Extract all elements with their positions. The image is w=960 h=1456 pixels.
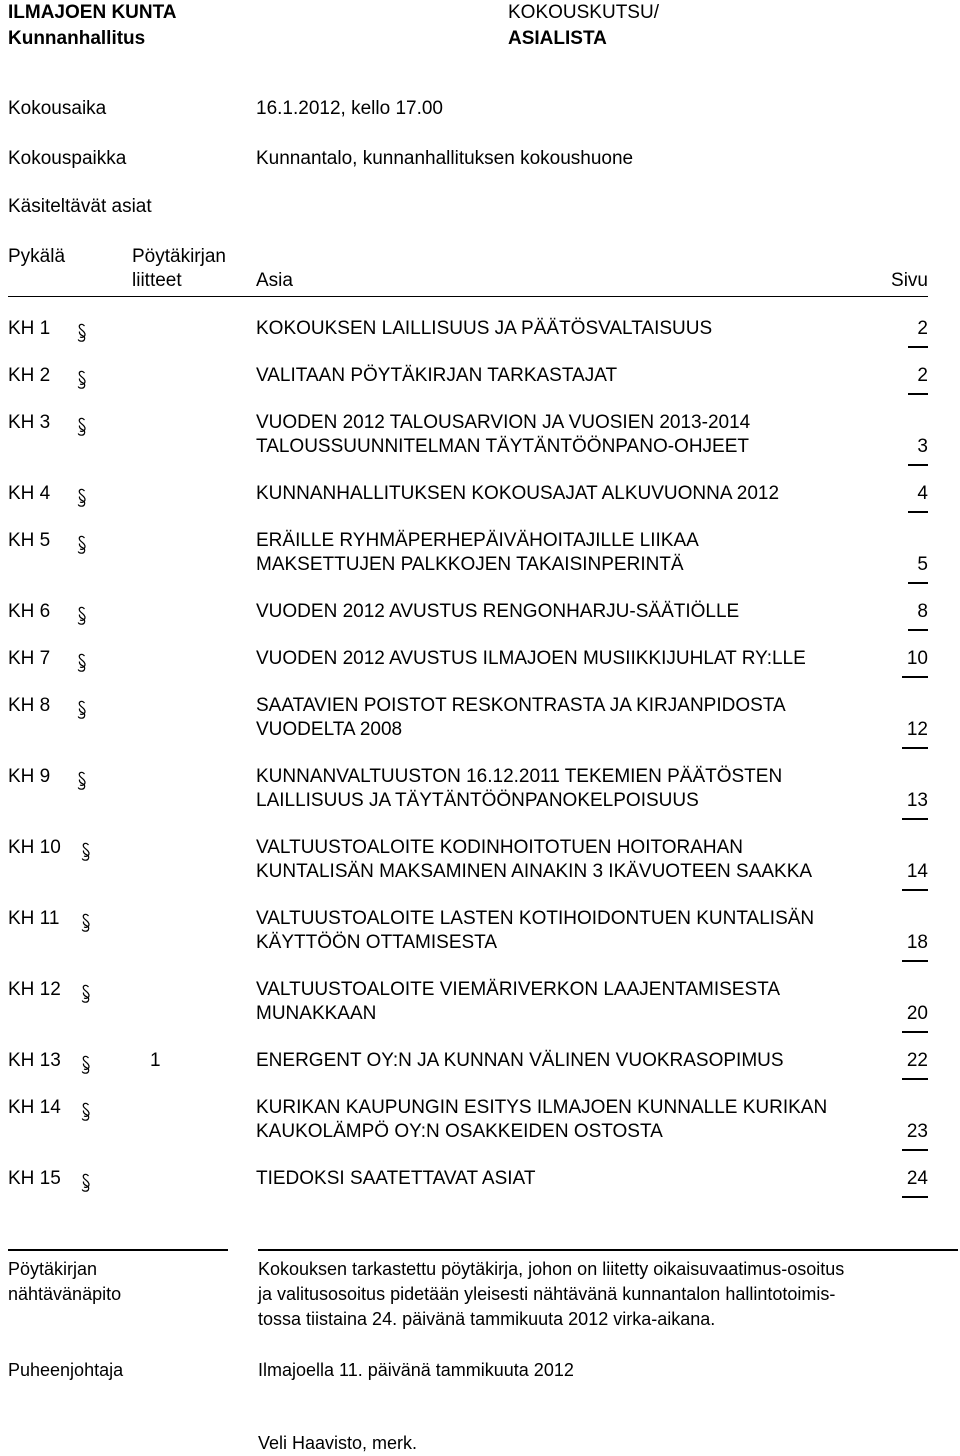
matter-title-line: VUODEN 2012 TALOUSARVION JA VUOSIEN 2013-2014 [256, 412, 751, 433]
section-number: KH 12 [8, 979, 61, 1000]
matter-title-line: MAKSETTUJEN PALKKOJEN TAKAISINPERINTÄ [256, 554, 684, 575]
display-text-line-3: tossa tiistaina 24. päivänä tammikuuta 2012 virka-aikana. [258, 1309, 716, 1329]
matter-title-line: MUNAKKAAN [256, 1003, 377, 1024]
page-number: 2 [917, 318, 928, 339]
section-number: KH 13 [8, 1050, 61, 1071]
agenda-item [0, 601, 960, 625]
matter-title-line: VUODEN 2012 AVUSTUS RENGONHARJU-SÄÄTIÖLLE [256, 601, 740, 622]
agenda-item [0, 318, 960, 342]
column-header-page: Sivu [891, 270, 928, 291]
column-header-attachments: Pöytäkirjan [132, 246, 226, 267]
matter-title-line: KOKOUKSEN LAILLISUUS JA PÄÄTÖSVALTAISUUS [256, 318, 713, 339]
matter-title-line: SAATAVIEN POISTOT RESKONTRASTA JA KIRJANPIDOSTA [256, 695, 786, 716]
body-name: Kunnanhallitus [8, 28, 146, 49]
page-underline [902, 1149, 928, 1151]
page-number: 4 [917, 483, 928, 504]
section-number: KH 14 [8, 1097, 61, 1118]
page-number: 13 [906, 790, 928, 811]
chair-label: Puheenjohtaja [8, 1360, 124, 1380]
section-sign-icon [76, 322, 88, 344]
page-underline [908, 582, 928, 584]
section-number: KH 11 [8, 908, 60, 929]
section-sign-icon [80, 841, 92, 863]
section-sign-icon [76, 770, 88, 792]
agenda-item [0, 695, 960, 743]
agenda-item [0, 1168, 960, 1192]
matter-title-line: VALTUUSTOALOITE LASTEN KOTIHOIDONTUEN KUNTALISÄN [256, 908, 815, 929]
matter-title-line: LAILLISUUS JA TÄYTÄNTÖÖNPANOKELPOISUUS [256, 790, 699, 811]
matter-title-line: ENERGENT OY:N JA KUNNAN VÄLINEN VUOKRASOPIMUS [256, 1050, 784, 1071]
agenda-item [0, 908, 960, 956]
section-number: KH 9 [8, 766, 51, 787]
agenda-item [0, 365, 960, 389]
section-sign-icon [76, 652, 88, 674]
section-number: KH 10 [8, 837, 61, 858]
page-number: 20 [906, 1003, 928, 1024]
page-number: 24 [906, 1168, 928, 1189]
matter-title-line: TALOUSSUUNNITELMAN TÄYTÄNTÖÖNPANO-OHJEET [256, 436, 749, 457]
matter-title-line: KUNNANHALLITUKSEN KOKOUSAJAT ALKUVUONNA 2012 [256, 483, 780, 504]
chair-name: Veli Haavisto, merk. [258, 1433, 418, 1453]
page-underline [902, 1078, 928, 1080]
section-sign-icon [80, 1101, 92, 1123]
page-underline [902, 747, 928, 749]
page-underline [908, 464, 928, 466]
document-subtype: ASIALISTA [508, 28, 607, 49]
page-number: 14 [906, 861, 928, 882]
matter-title-line: KUNTALISÄN MAKSAMINEN AINAKIN 3 IKÄVUOTEEN SAAKKA [256, 861, 813, 882]
display-text-line-1: Kokouksen tarkastettu pöytäkirja, johon on liitetty oikaisuvaatimus-osoitus [258, 1259, 845, 1279]
header-rule [8, 296, 928, 297]
page-underline [908, 393, 928, 395]
column-header-section: Pykälä [8, 246, 66, 267]
section-sign-icon [80, 1172, 92, 1194]
footer-rule-right [258, 1249, 958, 1251]
page-number: 5 [917, 554, 928, 575]
page-number: 23 [906, 1121, 928, 1142]
section-number: KH 7 [8, 648, 51, 669]
section-number: KH 1 [8, 318, 51, 339]
section-sign-icon [76, 487, 88, 509]
agenda-item [0, 837, 960, 885]
attachment-number: 1 [150, 1050, 161, 1071]
matter-title-line: KAUKOLÄMPÖ OY:N OSAKKEIDEN OSTOSTA [256, 1121, 663, 1142]
page-underline [902, 889, 928, 891]
section-sign-icon [80, 983, 92, 1005]
page-underline [908, 511, 928, 513]
page-number: 3 [917, 436, 928, 457]
section-number: KH 4 [8, 483, 51, 504]
section-number: KH 15 [8, 1168, 61, 1189]
page-underline [902, 1031, 928, 1033]
page-underline [902, 818, 928, 820]
page-number: 10 [906, 648, 928, 669]
section-sign-icon [80, 1054, 92, 1076]
section-number: KH 8 [8, 695, 51, 716]
section-sign-icon [76, 534, 88, 556]
section-sign-icon [76, 605, 88, 627]
document-type: KOKOUSKUTSU/ [508, 2, 659, 23]
page-underline [902, 676, 928, 678]
agenda-item [0, 648, 960, 672]
matter-title-line: ERÄILLE RYHMÄPERHEPÄIVÄHOITAJILLE LIIKAA [256, 530, 699, 551]
matter-title-line: KUNNANVALTUUSTON 16.12.2011 TEKEMIEN PÄÄTÖSTEN [256, 766, 783, 787]
page-number: 18 [906, 932, 928, 953]
agenda-item [0, 530, 960, 578]
matter-title-line: TIEDOKSI SAATETTAVAT ASIAT [256, 1168, 536, 1189]
page-number: 8 [917, 601, 928, 622]
matter-title-line: VALTUUSTOALOITE VIEMÄRIVERKON LAAJENTAMISESTA [256, 979, 781, 1000]
matter-title-line: KURIKAN KAUPUNGIN ESITYS ILMAJOEN KUNNALLE KURIKAN [256, 1097, 828, 1118]
page-underline [902, 1196, 928, 1198]
section-number: KH 2 [8, 365, 51, 386]
matter-title-line: VUODELTA 2008 [256, 719, 403, 740]
agenda-item [0, 1097, 960, 1145]
agenda-item [0, 483, 960, 507]
organization-name: ILMAJOEN KUNTA [8, 2, 177, 23]
page-underline [908, 346, 928, 348]
section-number: KH 5 [8, 530, 51, 551]
display-label: Pöytäkirjan [8, 1259, 98, 1279]
matter-title-line: KÄYTTÖÖN OTTAMISESTA [256, 932, 498, 953]
matters-label: Käsiteltävät asiat [8, 196, 152, 217]
display-label-2: nähtävänäpito [8, 1284, 122, 1304]
page-number: 22 [906, 1050, 928, 1071]
matter-title-line: VUODEN 2012 AVUSTUS ILMAJOEN MUSIIKKIJUHLAT RY:LLE [256, 648, 806, 669]
section-sign-icon [76, 699, 88, 721]
meeting-place-value: Kunnantalo, kunnanhallituksen kokoushuone [256, 148, 634, 169]
page-underline [902, 960, 928, 962]
section-sign-icon [80, 912, 92, 934]
agenda-item [0, 412, 960, 460]
page-number: 2 [917, 365, 928, 386]
page-underline [908, 629, 928, 631]
section-number: KH 6 [8, 601, 51, 622]
column-header-attachments-2: liitteet [132, 270, 182, 291]
section-number: KH 3 [8, 412, 51, 433]
footer-rule-left [8, 1249, 228, 1251]
column-header-matter: Asia [256, 270, 293, 291]
agenda-item [0, 979, 960, 1027]
matter-title-line: VALTUUSTOALOITE KODINHOITOTUEN HOITORAHAN [256, 837, 744, 858]
section-sign-icon [76, 416, 88, 438]
meeting-time-label: Kokousaika [8, 98, 107, 119]
matter-title-line: VALITAAN PÖYTÄKIRJAN TARKASTAJAT [256, 365, 618, 386]
page-number: 12 [906, 719, 928, 740]
agenda-item [0, 766, 960, 814]
meeting-place-label: Kokouspaikka [8, 148, 127, 169]
agenda-item [0, 1050, 960, 1074]
meeting-time-value: 16.1.2012, kello 17.00 [256, 98, 443, 119]
display-text-line-2: ja valitusosoitus pidetään yleisesti nähtävänä kunnantalon hallintotoimis- [258, 1284, 836, 1304]
section-sign-icon [76, 369, 88, 391]
chair-place-date: Ilmajoella 11. päivänä tammikuuta 2012 [258, 1360, 574, 1380]
